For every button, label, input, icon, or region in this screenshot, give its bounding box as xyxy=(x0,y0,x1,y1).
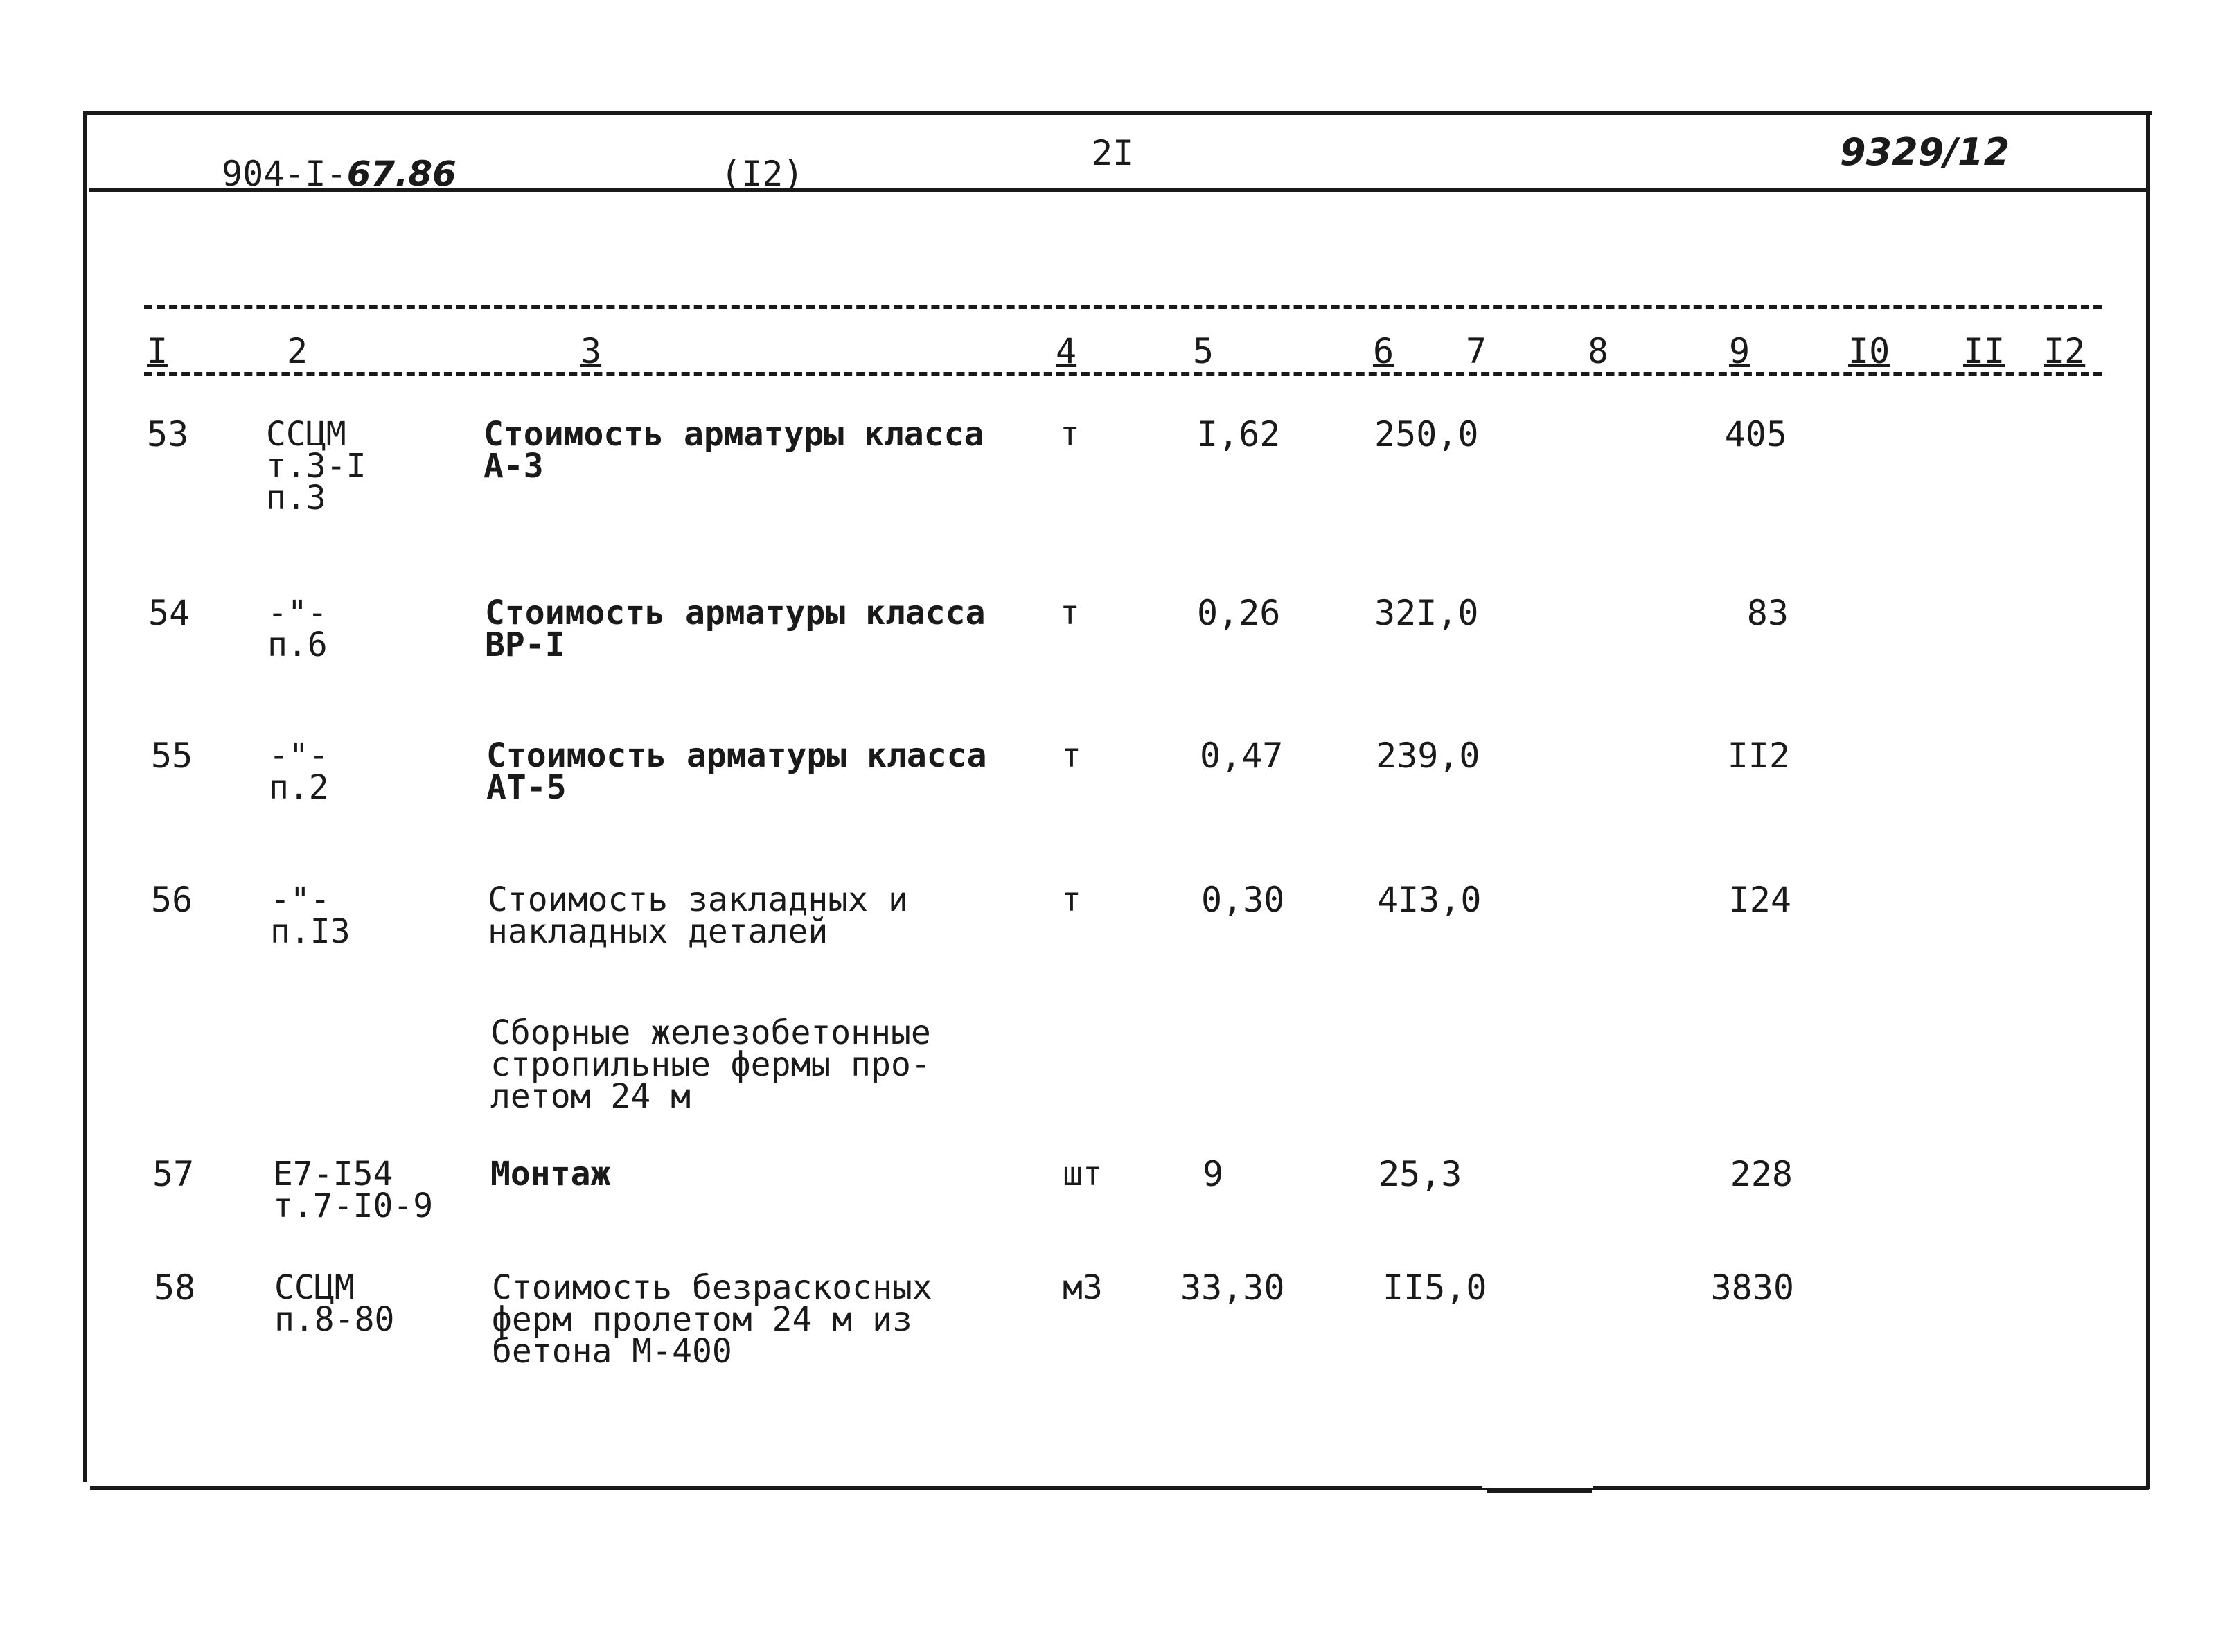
total-cost: II2 xyxy=(1727,736,1790,776)
work-description: Стоимость арматуры класса ВР-I xyxy=(485,594,986,664)
total-cost: 405 xyxy=(1724,414,1787,454)
section-heading: Сборные железобетонные стропильные фермы про- летом 24 м xyxy=(490,1013,931,1116)
unit: шт xyxy=(1063,1155,1103,1193)
frame-right-border xyxy=(2146,111,2150,1489)
unit: т xyxy=(1060,594,1080,632)
unit-price: 239,0 xyxy=(1376,736,1480,776)
quantity: 33,30 xyxy=(1180,1268,1285,1308)
row-number: 56 xyxy=(151,880,193,920)
total-cost: 83 xyxy=(1746,593,1789,633)
unit: м3 xyxy=(1063,1268,1103,1307)
sheet-code: (I2) xyxy=(720,154,804,194)
quantity: 0,47 xyxy=(1200,736,1284,776)
registration-number: 9329/12 xyxy=(1840,130,2010,174)
unit: т xyxy=(1060,415,1080,454)
price-reference: Е7-I54 т.7-I0-9 xyxy=(273,1155,434,1225)
total-cost: 228 xyxy=(1730,1154,1793,1194)
table-dashed-rule-top xyxy=(144,305,2102,309)
row-number: 53 xyxy=(147,414,189,454)
quantity: 9 xyxy=(1203,1154,1224,1194)
column-number: 6 xyxy=(1370,331,1397,371)
column-number: 8 xyxy=(1585,331,1611,371)
price-reference: ССЦМ п.8-80 xyxy=(274,1268,395,1339)
column-number: II xyxy=(1960,331,2007,371)
table-dashed-rule-bottom xyxy=(144,372,2102,376)
document-code-prefix: 904-I- xyxy=(222,154,347,194)
work-description: Стоимость арматуры класса А-3 xyxy=(484,415,984,486)
frame-top-border xyxy=(85,111,2152,115)
unit-price: 250,0 xyxy=(1374,414,1479,454)
unit: т xyxy=(1061,736,1081,775)
work-description: Стоимость закладных и накладных деталей xyxy=(488,880,908,951)
page-number: 2I xyxy=(1092,133,1134,173)
document-code xyxy=(222,154,456,194)
row-number: 55 xyxy=(151,736,193,776)
unit-price: 25,3 xyxy=(1379,1154,1462,1194)
column-number: 5 xyxy=(1190,331,1216,371)
column-number: 9 xyxy=(1726,331,1753,371)
quantity: I,62 xyxy=(1197,414,1281,454)
quantity: 0,30 xyxy=(1201,880,1285,920)
row-number: 58 xyxy=(154,1268,196,1308)
frame-bottom-gap xyxy=(1482,1481,1593,1488)
column-number: 3 xyxy=(578,331,604,371)
frame-left-border xyxy=(83,111,87,1482)
unit-price: II5,0 xyxy=(1383,1268,1487,1308)
row-number: 57 xyxy=(152,1154,195,1194)
column-number: 7 xyxy=(1463,331,1489,371)
price-reference: -"- п.6 xyxy=(267,594,328,664)
unit: т xyxy=(1061,880,1081,919)
frame-bottom-stroke xyxy=(1487,1489,1592,1493)
work-description: Стоимость безраскосных ферм пролетом 24 м из бетона М-400 xyxy=(492,1268,932,1371)
column-number: I xyxy=(144,331,170,371)
total-cost: I24 xyxy=(1728,880,1791,920)
column-number: 2 xyxy=(284,331,310,371)
price-reference: -"- п.2 xyxy=(269,736,329,807)
work-description: Стоимость арматуры класса АТ-5 xyxy=(486,736,987,807)
total-cost: 3830 xyxy=(1710,1268,1794,1308)
document-code-suffix: 67.86 xyxy=(346,154,456,194)
row-number: 54 xyxy=(148,593,190,633)
unit-price: 4I3,0 xyxy=(1377,880,1482,920)
column-number: I0 xyxy=(1845,331,1892,371)
price-reference: ССЦМ т.3-I п.3 xyxy=(266,415,366,517)
work-description: Монтаж xyxy=(490,1155,611,1193)
quantity: 0,26 xyxy=(1197,593,1281,633)
column-number: I2 xyxy=(2041,331,2088,371)
price-reference: -"- п.I3 xyxy=(270,880,351,951)
column-number: 4 xyxy=(1053,331,1079,371)
frame-bottom-border xyxy=(90,1486,2149,1490)
unit-price: 32I,0 xyxy=(1374,593,1479,633)
